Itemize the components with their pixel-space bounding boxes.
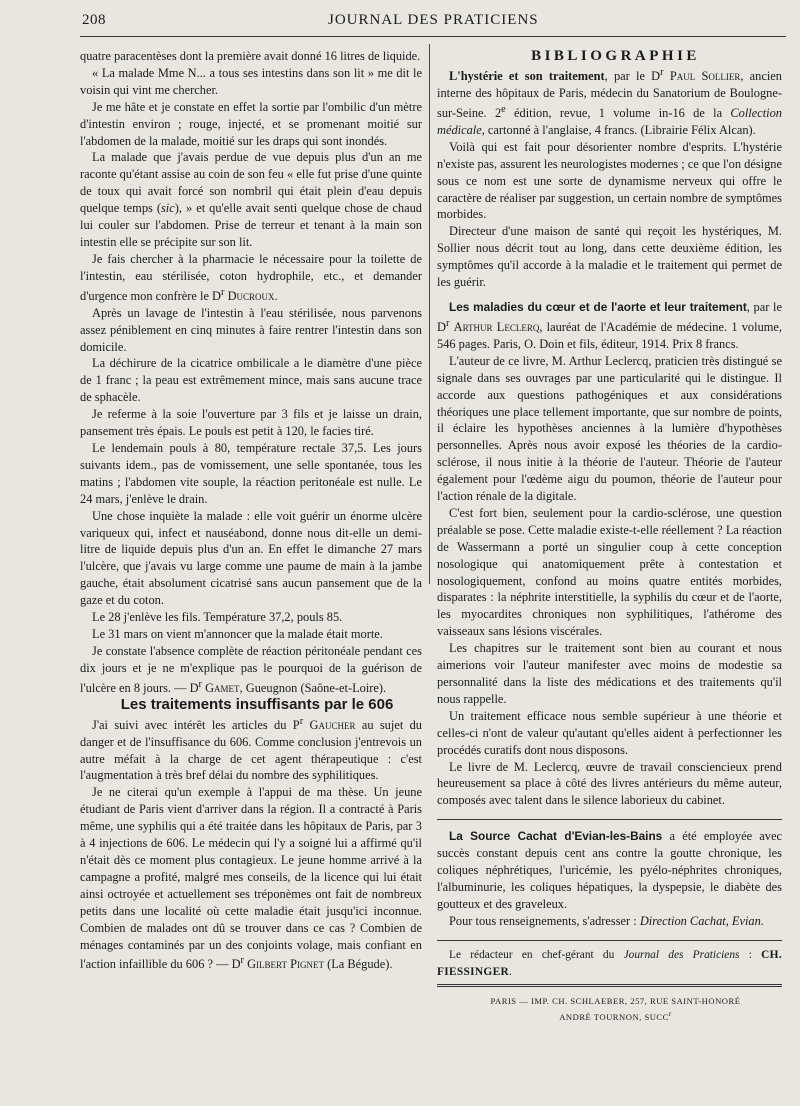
text-run: (La Bégude). bbox=[323, 957, 393, 972]
advertisement bbox=[437, 828, 782, 913]
superscript: e bbox=[501, 103, 506, 115]
ad-title: La Source Cachat d'Evian-les-Bains bbox=[449, 829, 663, 844]
text-run: Je constate l'absence complète de réaction péritonéale pendant ces dix jours et je ne m'explique pas le pourquoi de la guérison de l'ulcère en 8 jours. — D bbox=[80, 643, 422, 695]
superscript: r bbox=[299, 715, 304, 727]
imprint-line: PARIS — IMP. CH. SCHLAEBER, 257, RUE SAINT-HONORÉ bbox=[490, 995, 741, 1006]
separator-rule bbox=[437, 940, 782, 941]
superscript: r bbox=[198, 678, 202, 690]
spacer bbox=[437, 291, 782, 299]
text-run: , ancien interne des hôpitaux de Paris, médecin du Sanatorium de Boulogne-sur-Seine. 2 bbox=[437, 69, 782, 120]
column-rule bbox=[429, 44, 430, 584]
paragraph: Un traitement efficace nous semble supérieur à une théorie et celles-ci n'ont de valeur qu'autant qu'elles aident à perfectionner les procédés curatifs dont nous disposons. bbox=[437, 708, 782, 757]
text-run: a été employée avec succès constant depuis cent ans contre la goutte chronique, les coliques néphrétiques, l'uricémie, les pyélo-néphrites chroniques, l'albuminurie, les coliques hépatiques, la dyspepsie, le diabète des goutteux et des graveleux. bbox=[437, 829, 782, 911]
author-name: Ducroux bbox=[227, 288, 275, 303]
journal-name: Journal des Praticiens bbox=[623, 948, 740, 961]
text-run: Je ne citerai qu'un exemple à l'appui de ma thèse. Un jeune étudiant de Paris vient d'arriver dans la région. Il a contracté à Paris même, une syphilis qui a été traitée dans les hôpitaux de Paris, par 3 à 4 injections de 606. Le médecin qui l'y a soigné lui a affirmé qu'il n'était dès ce moment plus contagieux. Le jeune homme arrivé à la campagne a profité, malgré mes conseils, de la licence qui lui était ainsi octroyée et actuellement ses tréponèmes ont fait de nombreux petits dans une localité où cette maladie était jusqu'ici inconnue. Combien de malades ont dû se trouver dans ce cas ? Combien de ménages contaminés par un des conjoints volage, mais confiant en l'action infaillible du 606 ? — D bbox=[80, 785, 422, 972]
book-title: L'hystérie et son traitement bbox=[449, 69, 605, 84]
paragraph: Le lendemain pouls à 80, température rectale 37,5. Les jours suivants idem., pas de vomissement, une selle spontanée, tous les matins ; l'abdomen vite souple, la réaction peritonéale est nulle. Le 24 mars, j'enlève le drain. bbox=[80, 440, 422, 506]
left-column bbox=[80, 48, 422, 973]
superscript: r bbox=[240, 955, 244, 967]
text-run: La malade que j'avais perdue de vue depuis plus d'un an me raconte qu'étant assise au coin de son feu « elle fut prise d'une quinte de toux qui avait forcé son nombril qui était plein d'eau depuis quelque temps ( bbox=[80, 150, 422, 216]
paragraph: Je referme à la soie l'ouverture par 3 fils et je laisse un drain, pansement très épais. Le pouls est petit à 120, le facies tiré. bbox=[80, 407, 422, 439]
text-run: Le rédacteur en chef-gérant du bbox=[449, 948, 624, 961]
paragraph: Je me hâte et je constate en effet la sortie par l'ombilic d'un mètre d'intestin environ ; rouge, injecté, et se promenant moitié sur l'abdomen de la malade, moitié sur les draps qui sont inondés. bbox=[80, 99, 422, 148]
author-name: Gamet bbox=[205, 680, 240, 695]
paragraph: Le livre de M. Leclercq, œuvre de travail consciencieux prend heureusement sa place à côté des livres antérieurs du même auteur, composés avec talent dans le silence laborieux du cabinet. bbox=[437, 759, 782, 808]
paragraph: Le 28 j'enlève les fils. Température 37,2, pouls 85. bbox=[92, 610, 343, 625]
paragraph bbox=[80, 784, 422, 973]
paragraph bbox=[80, 149, 422, 250]
advertisement-contact bbox=[437, 913, 782, 930]
journal-title: JOURNAL DES PRATICIENS bbox=[328, 12, 539, 28]
paragraph: Après un lavage de l'intestin à l'eau stérilisée, nous parvenons assez péniblement en cinq minutes à faire rentrer l'intestin dans son domicile. bbox=[80, 305, 422, 354]
text-run: ANDRÉ TOURNON, SUCC bbox=[559, 1011, 669, 1022]
text-run: , par le D bbox=[437, 299, 782, 334]
imprint-line bbox=[437, 1008, 782, 1024]
text-run: , cartonné à l'anglaise, 4 francs. (Librairie Félix Alcan). bbox=[481, 122, 756, 137]
text-run: , lauréat de l'Académie de médecine. 1 volume, 546 pages. Paris, O. Doin et fils, éditeur, 1914. Prix 8 francs. bbox=[437, 319, 782, 351]
section-title: Les traitements insuffisants par le 606 bbox=[120, 695, 394, 713]
author-name: Gaucher bbox=[309, 717, 356, 732]
text-run: . bbox=[274, 288, 278, 303]
editor-name: CH. FIESSINGER bbox=[437, 948, 782, 978]
superscript: r bbox=[660, 66, 664, 78]
bibliography-entry-header bbox=[437, 65, 782, 139]
author-name: Gilbert Pignet bbox=[247, 957, 324, 972]
paragraph: La déchirure de la cicatrice ombilicale a le diamètre d'une pièce de 1 franc ; la peau est extrêmement mince, mais sans aucune trace de sphacèle. bbox=[80, 356, 422, 405]
page-number: 208 bbox=[82, 12, 106, 28]
text-run: Je fais chercher à la pharmacie le nécessaire pour la toilette de l'intestin, eau stérilisée, coton hydrophile, etc., et demander d'urgence mon confrère le D bbox=[80, 251, 422, 303]
text-run: , par le D bbox=[604, 69, 661, 84]
text-run: ), » et qu'elle avait senti quelque chose de chaud lui couler sur l'abdomen. Prise de terreur et tenant à la main son intestin elle se précipite sur son lit. bbox=[80, 201, 422, 249]
editor-line bbox=[437, 947, 782, 981]
paragraph bbox=[80, 251, 422, 305]
paragraph: Une chose inquiète la malade : elle voit guérir un énorme ulcère variqueux qui, infect et nauséabond, donne nous dit-elle un demi-litre de liquide depuis plus d'un an. En effet le dimanche 27 mars l'ulcère, que j'avais vu large comme une paume de main à la jambe gauche, était absolument cicatrisé sans aucun pansement que de la gaze et du coton. bbox=[80, 508, 422, 608]
paragraph: « La malade Mme N... a tous ses intestins dans son lit » me dit le voisin qui vint me chercher. bbox=[80, 65, 422, 97]
text-run: J'ai suivi avec intérêt les articles du P bbox=[92, 717, 300, 732]
contact-address: Direction Cachat, Evian. bbox=[639, 913, 764, 928]
book-title: Les maladies du cœur et de l'aorte et leur traitement bbox=[449, 299, 747, 314]
text-run: au sujet du danger et de l'insuffisance du 606. Comme conclusion j'entrevois un autre méfait à la charge de cet agent thérapeutique : c'est l'augmentation à très bref délai du nombre des syphilitiques. bbox=[80, 717, 422, 783]
text-run: : bbox=[739, 948, 762, 961]
separator-double-rule bbox=[437, 984, 782, 987]
superscript: r bbox=[221, 286, 225, 298]
author-name: Arthur Leclerq bbox=[453, 319, 540, 334]
paragraph: Voilà qui est fait pour désorienter nombre d'esprits. L'hystérie n'existe pas, assurent les neurologistes modernes ; ce que l'on désigne sous ce nom est une sorte de dynamisme nerveux qui offre le caractère de réaliser par suggestion, un certain nombre de symptômes morbides. bbox=[437, 139, 782, 222]
superscript: r bbox=[445, 317, 450, 329]
paragraph: quatre paracentèses dont la première avait donné 16 litres de liquide. bbox=[80, 49, 421, 63]
text-run: édition, revue, 1 volume in-16 de la bbox=[505, 105, 731, 120]
collection-name: Collection médicale bbox=[437, 105, 782, 137]
superscript: r bbox=[668, 1009, 672, 1018]
sic-note: sic bbox=[160, 201, 175, 216]
paragraph: Les chapitres sur le traitement sont bien au courant et nous aimerions voir l'auteur manifester avec moins de modestie sa personnalité dans la liste des médications et des traitements qu'il nous rappelle. bbox=[437, 641, 782, 706]
paragraph bbox=[80, 714, 422, 785]
paragraph: Le 31 mars on vient m'annoncer que la malade était morte. bbox=[92, 626, 383, 641]
header-rule bbox=[80, 36, 786, 37]
paragraph: L'auteur de ce livre, M. Arthur Leclercq, praticien très distingué se signale dans ses ouvrages par une particularité qui le distingue. Il accorde aux questions pathogéniques et aux considérations théoriques une place tellement importante, que sur nombre de points, il éclaire les hypothèses anciennes à la lumière d'hypothèses personnelles. Après nous avoir exposé les théories de la cardio-sclérose, il nous initie à la théorie de l'auteur. Théorie de l'auteur également pour l'œdème aigu du poumon, théorie de l'auteur pour l'action rénale de la digitale. bbox=[437, 353, 782, 504]
paragraph bbox=[80, 643, 422, 697]
author-name: Paul Sollier bbox=[669, 69, 741, 84]
page-header bbox=[82, 12, 782, 32]
bibliography-entry-header bbox=[437, 299, 782, 353]
separator-rule bbox=[437, 819, 782, 820]
text-run: , Gueugnon (Saône-et-Loire). bbox=[239, 680, 387, 695]
right-column bbox=[437, 48, 782, 1023]
bibliography-title: BIBLIOGRAPHIE bbox=[531, 48, 700, 64]
paragraph: Directeur d'une maison de santé qui reçoit les hystériques, M. Sollier nous décrit tout au long, dans cette deuxième édition, les symptômes qu'il accorde à la maladie et le traitement qui permet de les guérir. bbox=[437, 224, 782, 290]
text-run: Pour tous renseignements, s'adresser : bbox=[449, 913, 640, 928]
paragraph: C'est fort bien, seulement pour la cardio-sclérose, une question préalable se pose. Cette maladie existe-t-elle réellement ? La réaction de Wassermann a porté un singulier coup à cette conception nosologique qui anatomiquement prête à contestation et nosologiquement, confond au moins quatre entités morbides, disparates : la néphrite interstitielle, la syphilis du cœur et de l'aorte, les myocardites chroniques non syphilitiques, l'athérome des vaisseaux sans lésions viscérales. bbox=[437, 505, 782, 639]
text-run: . bbox=[509, 965, 512, 978]
